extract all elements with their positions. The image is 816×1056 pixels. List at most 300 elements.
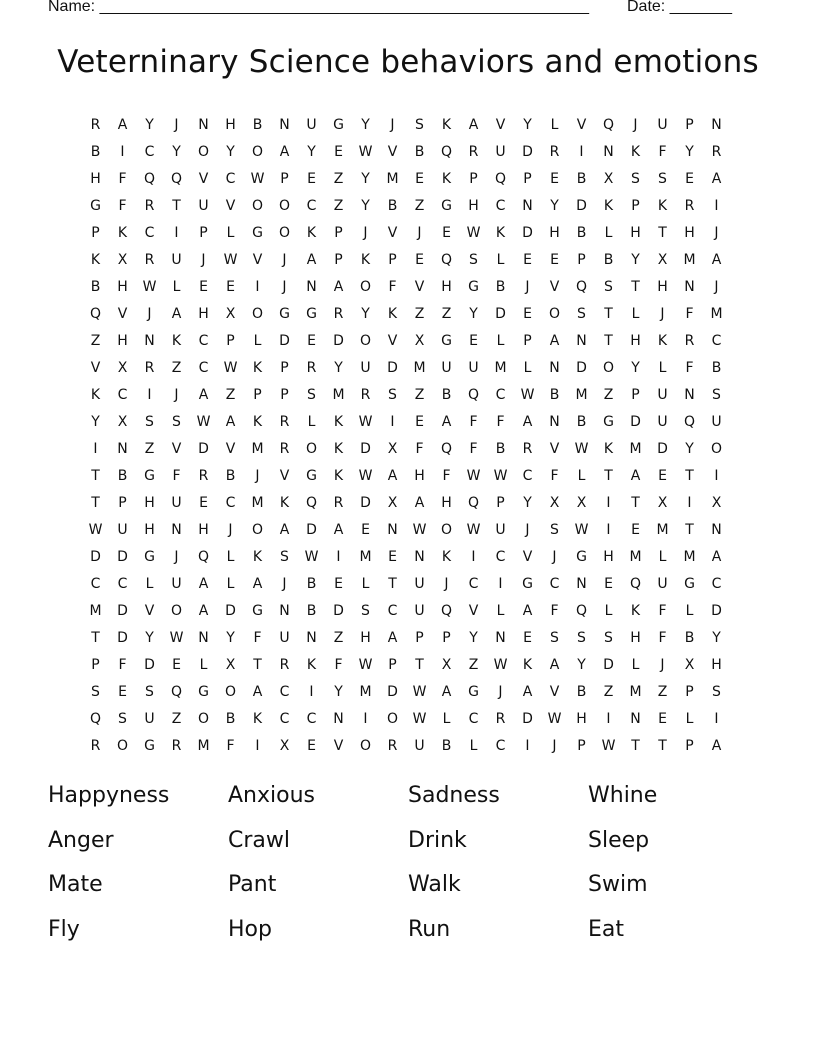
grid-letter[interactable]: M <box>413 360 426 376</box>
grid-letter[interactable]: G <box>198 684 209 700</box>
grid-letter[interactable]: Q <box>602 117 615 133</box>
grid-letter[interactable]: Q <box>575 279 588 295</box>
grid-letter[interactable]: R <box>495 711 506 727</box>
grid-letter[interactable]: R <box>549 144 560 160</box>
grid-letter[interactable]: N <box>198 117 209 133</box>
grid-letter[interactable]: Y <box>145 630 154 646</box>
grid-letter[interactable]: B <box>90 144 101 160</box>
grid-letter[interactable]: Q <box>440 441 453 457</box>
grid-letter[interactable]: A <box>414 495 425 511</box>
grid-letter[interactable]: Y <box>469 306 478 322</box>
grid-letter[interactable]: I <box>714 468 719 484</box>
grid-letter[interactable]: L <box>496 603 505 619</box>
grid-letter[interactable]: R <box>171 738 182 754</box>
grid-letter[interactable]: Q <box>170 684 183 700</box>
grid-letter[interactable]: G <box>468 279 479 295</box>
grid-letter[interactable]: H <box>630 630 641 646</box>
grid-letter[interactable]: N <box>306 630 317 646</box>
grid-letter[interactable]: Q <box>467 387 480 403</box>
grid-letter[interactable]: H <box>684 225 695 241</box>
grid-letter[interactable]: T <box>91 495 100 511</box>
grid-letter[interactable]: S <box>172 414 181 430</box>
grid-letter[interactable]: M <box>89 603 102 619</box>
grid-letter[interactable]: A <box>711 252 722 268</box>
grid-letter[interactable]: N <box>549 414 560 430</box>
grid-letter[interactable]: D <box>495 306 506 322</box>
grid-letter[interactable]: C <box>306 198 317 214</box>
grid-letter[interactable]: K <box>603 441 614 457</box>
grid-letter[interactable]: S <box>577 630 586 646</box>
grid-letter[interactable]: F <box>658 144 667 160</box>
grid-letter[interactable]: E <box>415 252 424 268</box>
grid-letter[interactable]: A <box>522 603 533 619</box>
grid-letter[interactable]: I <box>363 711 368 727</box>
grid-letter[interactable]: P <box>253 387 262 403</box>
grid-letter[interactable]: U <box>657 387 668 403</box>
grid-letter[interactable]: Z <box>441 306 452 322</box>
grid-letter[interactable]: C <box>495 387 506 403</box>
grid-letter[interactable]: S <box>550 522 559 538</box>
grid-letter[interactable]: M <box>332 387 345 403</box>
grid-letter[interactable]: P <box>388 657 397 673</box>
grid-letter[interactable]: A <box>279 522 290 538</box>
grid-letter[interactable]: G <box>252 603 263 619</box>
grid-letter[interactable]: H <box>711 657 722 673</box>
grid-letter[interactable]: N <box>684 387 695 403</box>
grid-letter[interactable]: Z <box>333 198 344 214</box>
grid-letter[interactable]: B <box>549 387 560 403</box>
grid-letter[interactable]: H <box>198 522 209 538</box>
grid-letter[interactable]: Y <box>631 252 640 268</box>
grid-letter[interactable]: X <box>225 657 236 673</box>
grid-letter[interactable]: J <box>633 117 638 133</box>
grid-letter[interactable]: W <box>520 387 535 403</box>
grid-letter[interactable]: L <box>253 333 262 349</box>
grid-letter[interactable]: F <box>118 198 127 214</box>
grid-letter[interactable]: U <box>171 495 182 511</box>
grid-letter[interactable]: D <box>279 333 290 349</box>
grid-letter[interactable]: X <box>387 495 398 511</box>
grid-letter[interactable]: P <box>91 657 100 673</box>
grid-letter[interactable]: Q <box>683 414 696 430</box>
grid-letter[interactable]: B <box>576 225 587 241</box>
grid-letter[interactable]: R <box>387 738 398 754</box>
grid-letter[interactable]: R <box>198 468 209 484</box>
grid-letter[interactable]: R <box>144 360 155 376</box>
grid-letter[interactable]: M <box>386 171 399 187</box>
grid-letter[interactable]: X <box>117 252 128 268</box>
grid-letter[interactable]: C <box>279 684 290 700</box>
grid-letter[interactable]: U <box>711 414 722 430</box>
grid-letter[interactable]: Z <box>171 711 182 727</box>
grid-letter[interactable]: J <box>417 225 422 241</box>
grid-letter[interactable]: L <box>307 414 316 430</box>
grid-letter[interactable]: D <box>90 549 101 565</box>
grid-letter[interactable]: Q <box>89 711 102 727</box>
grid-letter[interactable]: B <box>495 441 506 457</box>
grid-letter[interactable]: B <box>117 468 128 484</box>
grid-letter[interactable]: A <box>387 468 398 484</box>
grid-letter[interactable]: O <box>278 198 291 214</box>
grid-letter[interactable]: G <box>603 414 614 430</box>
grid-letter[interactable]: W <box>412 711 427 727</box>
grid-letter[interactable]: T <box>631 279 640 295</box>
grid-letter[interactable]: S <box>91 684 100 700</box>
grid-letter[interactable]: K <box>630 603 641 619</box>
grid-letter[interactable]: Y <box>712 630 721 646</box>
grid-letter[interactable]: X <box>414 333 425 349</box>
grid-letter[interactable]: K <box>306 225 317 241</box>
grid-letter[interactable]: J <box>255 468 260 484</box>
grid-letter[interactable]: X <box>441 657 452 673</box>
grid-letter[interactable]: I <box>714 198 719 214</box>
grid-letter[interactable]: O <box>305 441 318 457</box>
grid-letter[interactable]: A <box>117 117 128 133</box>
grid-letter[interactable]: L <box>442 711 451 727</box>
grid-letter[interactable]: J <box>525 279 530 295</box>
grid-letter[interactable]: B <box>414 144 425 160</box>
grid-letter[interactable]: Q <box>305 495 318 511</box>
grid-letter[interactable]: A <box>198 576 209 592</box>
grid-letter[interactable]: Y <box>307 144 316 160</box>
grid-letter[interactable]: T <box>91 468 100 484</box>
grid-letter[interactable]: R <box>90 117 101 133</box>
grid-letter[interactable]: W <box>493 657 508 673</box>
grid-letter[interactable]: O <box>278 225 291 241</box>
grid-letter[interactable]: A <box>711 171 722 187</box>
grid-letter[interactable]: V <box>225 198 236 214</box>
grid-letter[interactable]: Z <box>225 387 236 403</box>
grid-letter[interactable]: D <box>522 711 533 727</box>
grid-letter[interactable]: Y <box>550 198 559 214</box>
grid-letter[interactable]: T <box>658 225 667 241</box>
grid-letter[interactable]: U <box>279 630 290 646</box>
grid-letter[interactable]: L <box>172 279 181 295</box>
grid-letter[interactable]: J <box>282 252 287 268</box>
grid-letter[interactable]: A <box>306 252 317 268</box>
grid-letter[interactable]: D <box>522 144 533 160</box>
grid-letter[interactable]: K <box>279 495 290 511</box>
grid-letter[interactable]: P <box>577 738 586 754</box>
grid-letter[interactable]: P <box>577 252 586 268</box>
grid-letter[interactable]: H <box>117 333 128 349</box>
grid-letter[interactable]: J <box>228 522 233 538</box>
grid-letter[interactable]: K <box>252 414 263 430</box>
grid-letter[interactable]: G <box>333 117 344 133</box>
grid-letter[interactable]: E <box>658 711 667 727</box>
grid-letter[interactable]: L <box>604 225 613 241</box>
grid-letter[interactable]: L <box>658 360 667 376</box>
grid-letter[interactable]: N <box>549 360 560 376</box>
grid-letter[interactable]: G <box>684 576 695 592</box>
grid-letter[interactable]: O <box>710 441 723 457</box>
grid-letter[interactable]: H <box>630 333 641 349</box>
grid-letter[interactable]: H <box>630 225 641 241</box>
grid-letter[interactable]: G <box>144 468 155 484</box>
grid-letter[interactable]: A <box>711 549 722 565</box>
grid-letter[interactable]: D <box>117 603 128 619</box>
grid-letter[interactable]: K <box>657 198 668 214</box>
grid-letter[interactable]: M <box>251 495 264 511</box>
grid-letter[interactable]: V <box>225 441 236 457</box>
grid-letter[interactable]: F <box>442 468 451 484</box>
grid-letter[interactable]: C <box>549 576 560 592</box>
grid-letter[interactable]: C <box>468 711 479 727</box>
grid-letter[interactable]: D <box>387 684 398 700</box>
grid-letter[interactable]: R <box>279 414 290 430</box>
grid-letter[interactable]: C <box>279 711 290 727</box>
grid-letter[interactable]: W <box>169 630 184 646</box>
grid-letter[interactable]: H <box>360 630 371 646</box>
grid-letter[interactable]: Q <box>143 171 156 187</box>
grid-letter[interactable]: T <box>253 657 262 673</box>
grid-letter[interactable]: G <box>252 225 263 241</box>
grid-letter[interactable]: A <box>225 414 236 430</box>
grid-letter[interactable]: Y <box>172 144 181 160</box>
grid-letter[interactable]: C <box>225 171 236 187</box>
grid-letter[interactable]: Y <box>145 117 154 133</box>
grid-letter[interactable]: O <box>170 603 183 619</box>
grid-letter[interactable]: U <box>198 198 209 214</box>
grid-letter[interactable]: W <box>466 522 481 538</box>
grid-letter[interactable]: H <box>576 711 587 727</box>
grid-letter[interactable]: N <box>198 630 209 646</box>
grid-letter[interactable]: P <box>631 387 640 403</box>
grid-letter[interactable]: N <box>414 549 425 565</box>
grid-letter[interactable]: R <box>333 306 344 322</box>
grid-letter[interactable]: A <box>441 414 452 430</box>
grid-letter[interactable]: J <box>525 522 530 538</box>
grid-letter[interactable]: D <box>117 549 128 565</box>
grid-letter[interactable]: E <box>118 684 127 700</box>
grid-letter[interactable]: T <box>631 738 640 754</box>
grid-letter[interactable]: Z <box>414 198 425 214</box>
grid-letter[interactable]: D <box>630 414 641 430</box>
grid-letter[interactable]: F <box>496 414 505 430</box>
grid-letter[interactable]: N <box>684 279 695 295</box>
grid-letter[interactable]: W <box>358 657 373 673</box>
grid-letter[interactable]: U <box>468 360 479 376</box>
grid-letter[interactable]: B <box>576 414 587 430</box>
grid-letter[interactable]: L <box>685 711 694 727</box>
grid-letter[interactable]: Y <box>334 684 343 700</box>
grid-letter[interactable]: C <box>225 495 236 511</box>
grid-letter[interactable]: I <box>687 495 692 511</box>
grid-letter[interactable]: B <box>711 360 722 376</box>
grid-letter[interactable]: S <box>658 171 667 187</box>
grid-letter[interactable]: O <box>251 144 264 160</box>
grid-letter[interactable]: H <box>198 306 209 322</box>
grid-letter[interactable]: P <box>442 630 451 646</box>
grid-letter[interactable]: W <box>466 225 481 241</box>
grid-letter[interactable]: I <box>606 495 611 511</box>
grid-letter[interactable]: V <box>117 306 128 322</box>
grid-letter[interactable]: Z <box>603 387 614 403</box>
grid-letter[interactable]: E <box>307 738 316 754</box>
grid-letter[interactable]: O <box>224 684 237 700</box>
grid-letter[interactable]: W <box>250 171 265 187</box>
grid-letter[interactable]: H <box>225 117 236 133</box>
grid-letter[interactable]: K <box>441 549 452 565</box>
grid-letter[interactable]: K <box>333 441 344 457</box>
grid-letter[interactable]: T <box>604 333 613 349</box>
grid-letter[interactable]: C <box>387 603 398 619</box>
grid-letter[interactable]: I <box>390 414 395 430</box>
grid-letter[interactable]: V <box>144 603 155 619</box>
grid-letter[interactable]: A <box>441 684 452 700</box>
grid-letter[interactable]: Y <box>91 414 100 430</box>
grid-letter[interactable]: W <box>358 144 373 160</box>
grid-letter[interactable]: F <box>658 603 667 619</box>
grid-letter[interactable]: I <box>174 225 179 241</box>
grid-letter[interactable]: I <box>525 738 530 754</box>
grid-letter[interactable]: U <box>144 711 155 727</box>
grid-letter[interactable]: P <box>91 225 100 241</box>
grid-letter[interactable]: K <box>306 657 317 673</box>
grid-letter[interactable]: N <box>333 711 344 727</box>
grid-letter[interactable]: P <box>523 333 532 349</box>
grid-letter[interactable]: S <box>118 711 127 727</box>
grid-letter[interactable]: S <box>604 279 613 295</box>
grid-letter[interactable]: U <box>414 603 425 619</box>
grid-letter[interactable]: P <box>631 198 640 214</box>
grid-letter[interactable]: D <box>306 522 317 538</box>
grid-letter[interactable]: T <box>415 657 424 673</box>
grid-letter[interactable]: O <box>359 738 372 754</box>
grid-letter[interactable]: N <box>117 441 128 457</box>
grid-letter[interactable]: X <box>387 441 398 457</box>
grid-letter[interactable]: A <box>630 468 641 484</box>
grid-letter[interactable]: X <box>576 495 587 511</box>
grid-letter[interactable]: H <box>603 549 614 565</box>
grid-letter[interactable]: E <box>334 576 343 592</box>
grid-letter[interactable]: D <box>117 630 128 646</box>
grid-letter[interactable]: F <box>226 738 235 754</box>
grid-letter[interactable]: C <box>198 360 209 376</box>
grid-letter[interactable]: E <box>523 630 532 646</box>
grid-letter[interactable]: O <box>251 198 264 214</box>
grid-letter[interactable]: A <box>171 306 182 322</box>
grid-letter[interactable]: E <box>550 252 559 268</box>
grid-letter[interactable]: K <box>441 171 452 187</box>
grid-letter[interactable]: W <box>601 738 616 754</box>
grid-letter[interactable]: K <box>117 225 128 241</box>
grid-letter[interactable]: H <box>117 279 128 295</box>
grid-letter[interactable]: T <box>388 576 397 592</box>
grid-letter[interactable]: Y <box>523 495 532 511</box>
grid-letter[interactable]: R <box>279 657 290 673</box>
grid-letter[interactable]: P <box>685 117 694 133</box>
grid-letter[interactable]: L <box>226 576 235 592</box>
grid-letter[interactable]: Y <box>361 117 370 133</box>
grid-letter[interactable]: U <box>657 576 668 592</box>
grid-letter[interactable]: E <box>550 171 559 187</box>
grid-letter[interactable]: E <box>685 171 694 187</box>
grid-letter[interactable]: Z <box>333 630 344 646</box>
grid-letter[interactable]: S <box>469 252 478 268</box>
grid-letter[interactable]: S <box>415 117 424 133</box>
grid-letter[interactable]: V <box>576 117 587 133</box>
grid-letter[interactable]: W <box>88 522 103 538</box>
grid-letter[interactable]: O <box>440 522 453 538</box>
grid-letter[interactable]: J <box>363 225 368 241</box>
grid-letter[interactable]: G <box>468 684 479 700</box>
grid-letter[interactable]: F <box>550 468 559 484</box>
grid-letter[interactable]: I <box>120 144 125 160</box>
grid-letter[interactable]: X <box>225 306 236 322</box>
grid-letter[interactable]: M <box>683 252 696 268</box>
grid-letter[interactable]: V <box>171 441 182 457</box>
grid-letter[interactable]: K <box>90 387 101 403</box>
grid-letter[interactable]: U <box>495 144 506 160</box>
grid-letter[interactable]: O <box>197 144 210 160</box>
grid-letter[interactable]: U <box>657 117 668 133</box>
grid-letter[interactable]: Q <box>575 603 588 619</box>
grid-letter[interactable]: L <box>145 576 154 592</box>
grid-letter[interactable]: X <box>684 657 695 673</box>
grid-letter[interactable]: N <box>495 630 506 646</box>
grid-letter[interactable]: V <box>279 468 290 484</box>
grid-letter[interactable]: F <box>118 657 127 673</box>
grid-letter[interactable]: U <box>171 252 182 268</box>
grid-letter[interactable]: J <box>147 306 152 322</box>
grid-letter[interactable]: N <box>171 522 182 538</box>
grid-letter[interactable]: T <box>658 738 667 754</box>
grid-letter[interactable]: B <box>225 711 236 727</box>
grid-letter[interactable]: B <box>225 468 236 484</box>
grid-letter[interactable]: B <box>441 738 452 754</box>
grid-letter[interactable]: Y <box>469 630 478 646</box>
grid-letter[interactable]: E <box>469 333 478 349</box>
grid-letter[interactable]: E <box>523 306 532 322</box>
grid-letter[interactable]: W <box>196 414 211 430</box>
grid-letter[interactable]: J <box>552 738 557 754</box>
grid-letter[interactable]: P <box>685 738 694 754</box>
grid-letter[interactable]: Z <box>144 441 155 457</box>
grid-letter[interactable]: B <box>90 279 101 295</box>
grid-letter[interactable]: X <box>657 252 668 268</box>
grid-letter[interactable]: M <box>710 306 723 322</box>
grid-letter[interactable]: L <box>199 657 208 673</box>
grid-letter[interactable]: W <box>412 522 427 538</box>
grid-letter[interactable]: C <box>495 738 506 754</box>
grid-letter[interactable]: I <box>606 711 611 727</box>
grid-letter[interactable]: I <box>93 441 98 457</box>
grid-letter[interactable]: N <box>576 576 587 592</box>
grid-letter[interactable]: I <box>498 576 503 592</box>
grid-letter[interactable]: H <box>441 279 452 295</box>
grid-letter[interactable]: V <box>387 333 398 349</box>
grid-letter[interactable]: B <box>441 387 452 403</box>
grid-letter[interactable]: N <box>711 117 722 133</box>
grid-letter[interactable]: P <box>388 252 397 268</box>
grid-letter[interactable]: R <box>684 333 695 349</box>
grid-letter[interactable]: U <box>117 522 128 538</box>
grid-letter[interactable]: K <box>495 225 506 241</box>
grid-letter[interactable]: Y <box>685 144 694 160</box>
grid-letter[interactable]: Y <box>226 630 235 646</box>
grid-letter[interactable]: R <box>468 144 479 160</box>
grid-letter[interactable]: I <box>714 711 719 727</box>
grid-letter[interactable]: P <box>118 495 127 511</box>
grid-letter[interactable]: K <box>630 144 641 160</box>
grid-letter[interactable]: S <box>604 630 613 646</box>
grid-letter[interactable]: D <box>657 441 668 457</box>
grid-letter[interactable]: L <box>361 576 370 592</box>
grid-letter[interactable]: A <box>198 387 209 403</box>
grid-letter[interactable]: Z <box>468 657 479 673</box>
grid-letter[interactable]: E <box>415 414 424 430</box>
